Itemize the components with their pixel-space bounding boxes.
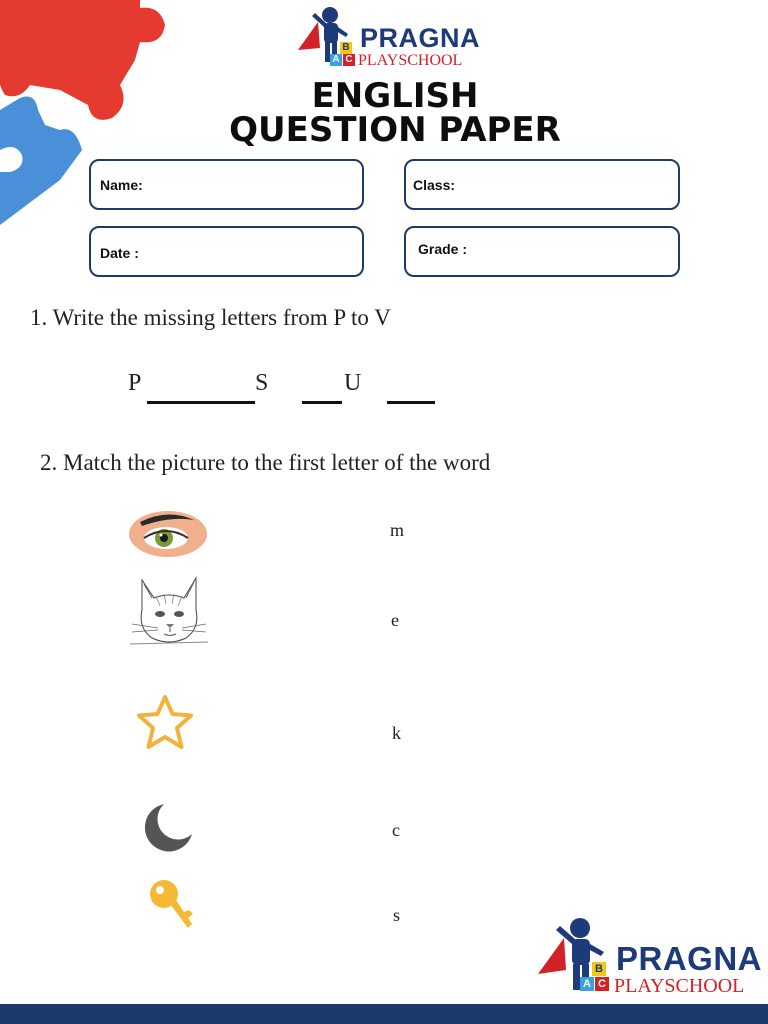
answer-letter: e <box>391 610 399 630</box>
star-icon <box>134 694 196 752</box>
question-2-text: 2. Match the picture to the first letter of the word <box>40 450 491 475</box>
name-field-label: Name: <box>100 177 143 193</box>
page-title-line2: QUESTION PAPER <box>229 110 561 150</box>
answer-letter: m <box>390 520 405 540</box>
question-1-text: 1. Write the missing letters from P to V <box>30 305 391 330</box>
class-field[interactable] <box>404 159 680 210</box>
logo-block-b: B <box>592 962 606 976</box>
class-field-label: Class: <box>413 177 456 193</box>
letter-s: S <box>255 370 269 396</box>
logo-brand-name: PRAGNA <box>616 940 763 977</box>
grade-field[interactable] <box>404 226 680 277</box>
name-field[interactable] <box>89 159 364 210</box>
answer-letter: k <box>392 723 401 743</box>
header-logo <box>296 4 496 70</box>
letter-p: P <box>128 370 142 396</box>
blank-line[interactable] <box>302 401 342 404</box>
logo-block-c: C <box>343 54 355 66</box>
logo-brand-name: PRAGNA <box>360 23 481 53</box>
logo-brand-sub: PLAYSCHOOL <box>358 52 463 69</box>
blank-line[interactable] <box>147 401 255 404</box>
moon-icon <box>140 800 196 854</box>
blank-line[interactable] <box>387 401 435 404</box>
grade-field-label: Grade : <box>418 241 468 257</box>
logo-block-a: A <box>580 977 594 991</box>
logo-block-a: A <box>330 54 342 66</box>
footer-logo <box>536 914 766 998</box>
footer-bar <box>0 1004 768 1024</box>
date-field[interactable] <box>89 226 364 277</box>
cat-icon <box>130 576 208 646</box>
answer-letter: s <box>393 905 401 925</box>
date-field-label: Date : <box>100 245 139 261</box>
logo-block-c: C <box>595 977 609 991</box>
answer-letter: c <box>392 820 400 840</box>
letter-u: U <box>344 370 362 396</box>
logo-block-b: B <box>340 42 352 54</box>
page-title-line1: ENGLISH <box>311 76 479 116</box>
logo-brand-sub: PLAYSCHOOL <box>614 975 745 997</box>
eye-icon <box>128 508 208 560</box>
key-icon <box>148 878 198 936</box>
